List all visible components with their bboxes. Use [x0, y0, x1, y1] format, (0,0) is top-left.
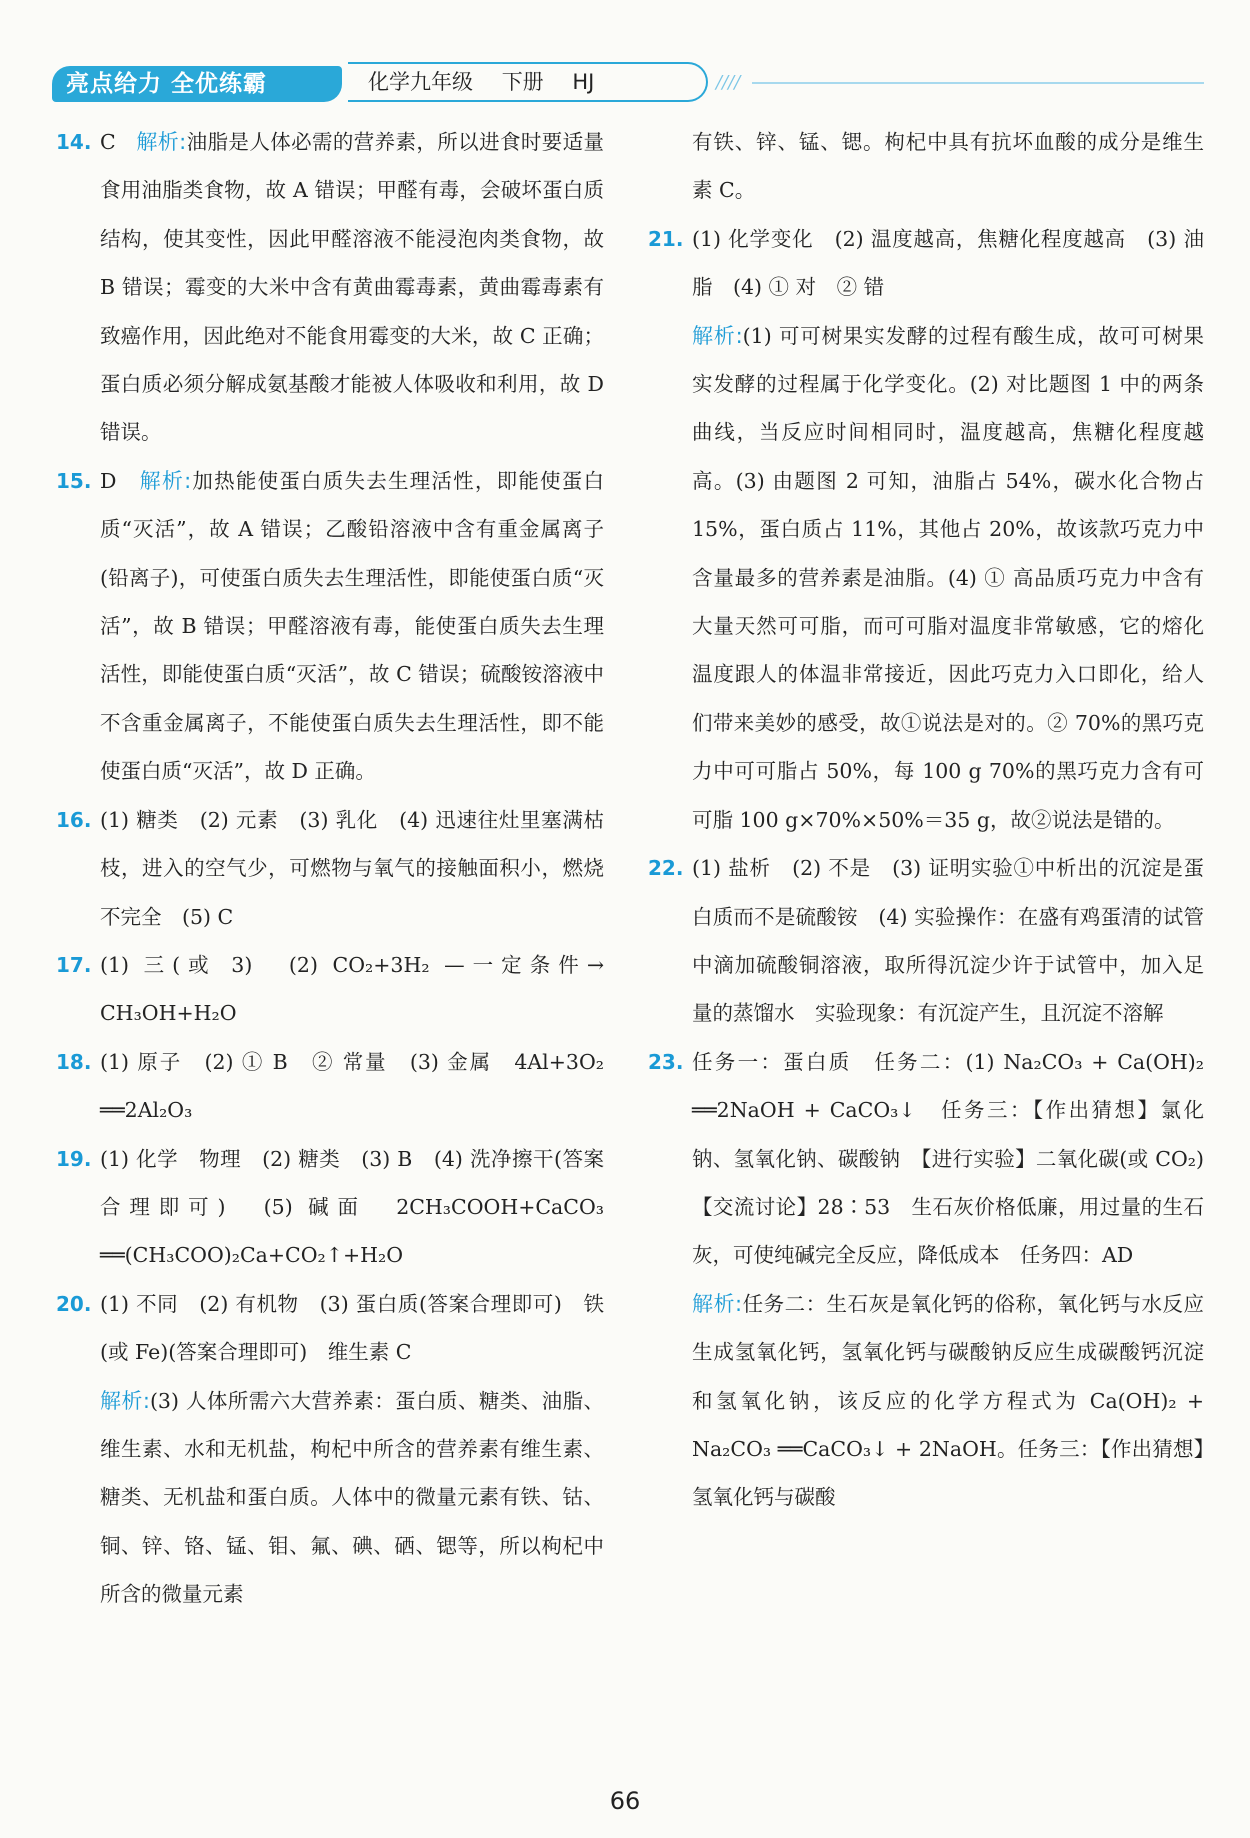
answer-text: (1) 化学 物理 (2) 糖类 (3) B (4) 洗净擦干(答案合理即可) (5) 碱面 2CH₃COOH+CaCO₃ ══(CH₃COO)₂Ca+CO₂↑+H₂O: [100, 1146, 604, 1268]
question-number: 16.: [56, 807, 92, 832]
volume-label: 下册: [501, 70, 544, 94]
question-number: 22.: [648, 856, 684, 881]
analysis-label: 解析:: [139, 468, 192, 493]
question-23-analysis: [648, 1280, 1204, 1522]
analysis-text: (3) 人体所需六大营养素：蛋白质、糖类、油脂、维生素、水和无机盐，枸杞中所含的营养素有维生素、糖类、无机盐和蛋白质。人体中的微量元素有铁、钴、铜、锌、铬、锰、钼、氟、碘、硒、锶等，所以枸杞中所含的微量元素: [100, 1388, 604, 1607]
question-23: [648, 1038, 1225, 1280]
decorative-slashes: ////: [716, 72, 741, 93]
analysis-label: 解析:: [100, 1388, 150, 1413]
answer-text: (1) 不同 (2) 有机物 (3) 蛋白质(答案合理即可) 铁(或 Fe)(答案合理即可) 维生素 C: [100, 1291, 604, 1365]
question-18: [56, 1038, 604, 1135]
page-header: [52, 62, 1204, 104]
analysis-label: 解析:: [136, 130, 187, 154]
question-17: [56, 941, 604, 1038]
edition-label: HJ: [572, 70, 595, 94]
header-rule: [752, 82, 1204, 84]
left-column: [56, 118, 604, 1619]
analysis-text: 任务二：生石灰是氧化钙的俗称，氧化钙与水反应生成氢氧化钙，氢氧化钙与碳酸钠反应生成碳酸钙沉淀和氢氧化钠，该反应的化学方程式为 Ca(OH)₂ + Na₂CO₃ ══CaCO₃↓ + 2NaOH。任务三：【作出猜想】氢氧化钙与碳酸: [692, 1291, 1205, 1510]
question-number: 18.: [56, 1049, 92, 1074]
page-number: 66: [609, 1787, 641, 1815]
question-14: [56, 118, 604, 457]
answer: C: [100, 130, 116, 154]
question-number: 14.: [56, 130, 92, 154]
analysis-text: 加热能使蛋白质失去生理活性，即能使蛋白质“灭活”，故 A 错误；乙酸铅溶液中含有重金属离子(铅离子)，可使蛋白质失去生理活性，即能使蛋白质“灭活”，故 B 错误；甲醛溶液有毒，能使蛋白质失去生理活性，即能使蛋白质“灭活”，故 C 错误；硫酸铵溶液中不含重金属离子，不能使蛋白质失去生理活性，即不能使蛋白质“灭活”，故 D 正确。: [100, 468, 604, 784]
question-number: 19.: [56, 1146, 92, 1171]
answer-text: (1) 盐析 (2) 不是 (3) 证明实验①中析出的沉淀是蛋白质而不是硫酸铵 (4) 实验操作：在盛有鸡蛋清的试管中滴加硫酸铜溶液，取所得沉淀少许于试管中，加入足量的蒸馏水 实验现象：有沉淀产生，且沉淀不溶解: [692, 856, 1204, 1026]
analysis-label: 解析:: [692, 323, 743, 348]
question-number: 23.: [648, 1049, 684, 1074]
question-number: 15.: [56, 468, 92, 493]
subject-banner: [348, 62, 708, 102]
answer-text: (1) 原子 (2) ① B ② 常量 (3) 金属 4Al+3O₂ ══2Al₂O₃: [100, 1049, 604, 1123]
question-21: [648, 215, 1204, 312]
question-19: [56, 1135, 604, 1280]
question-number: 20.: [56, 1291, 92, 1316]
answer-text: (1) 三(或 3) (2) CO₂+3H₂ —一定条件→ CH₃OH+H₂O: [100, 952, 604, 1026]
analysis-text: (1) 可可树果实发酵的过程有酸生成，故可可树果实发酵的过程属于化学变化。(2) 对比题图 1 中的两条曲线，当反应时间相同时，温度越高，焦糖化程度越高。(3) 由题图 2 可知，油脂占 54%，碳水化合物占 15%，蛋白质占 11%，其他占 20%，故该款巧克力中含量最多的营养素是油脂。(4) ① 高品质巧克力中含有大量天然可可脂，而可可脂对温度非常敏感，它的熔化温度跟人的体温非常接近，因此巧克力入口即化，给人们带来美妙的感受，故①说法是对的。② 70%的黑巧克力中可可脂占 50%，每 100 g 70%的黑巧克力含有可可脂 100 g×70%×50%＝35 g，故②说法是错的。: [692, 323, 1204, 832]
question-number: 21.: [648, 226, 684, 251]
continued-analysis: 有铁、锌、锰、锶。枸杞中具有抗坏血酸的成分是维生素 C。: [692, 130, 1204, 203]
subject-label: 化学九年级: [368, 70, 473, 94]
analysis-text: 油脂是人体必需的营养素，所以进食时要适量食用油脂类食物，故 A 错误；甲醛有毒，会破坏蛋白质结构，使其变性，因此甲醛溶液不能浸泡肉类食物，故 B 错误；霉变的大米中含有黄曲霉毒素，黄曲霉毒素有致癌作用，因此绝对不能食用霉变的大米，故 C 正确；蛋白质必须分解成氨基酸才能被人体吸收和利用，故 D 错误。: [100, 130, 605, 445]
answer-text: 任务一：蛋白质 任务二：(1) Na₂CO₃ + Ca(OH)₂ ══2NaOH + CaCO₃↓ 任务三：【作出猜想】氯化钠、氢氧化钠、碳酸钠 【进行实验】二氧化碳(或 CO₂) 【交流讨论】28∶53 生石灰价格低廉，用过量的生石灰，可使纯碱完全反应，降低成本 任务四：AD: [692, 1049, 1225, 1268]
right-column: [648, 118, 1225, 1522]
question-number: 17.: [56, 952, 92, 977]
question-21-analysis: [648, 312, 1204, 844]
question-16: [56, 796, 604, 941]
question-15: [56, 457, 604, 796]
question-20: [56, 1280, 604, 1377]
question-20-analysis: [56, 1377, 604, 1619]
analysis-label: 解析:: [692, 1291, 743, 1316]
question-22: [648, 844, 1204, 1038]
answer-text: (1) 糖类 (2) 元素 (3) 乳化 (4) 迅速往灶里塞满枯枝，进入的空气少，可燃物与氧气的接触面积小，燃烧不完全 (5) C: [100, 807, 604, 929]
answer: D: [100, 468, 117, 493]
answer-text: (1) 化学变化 (2) 温度越高，焦糖化程度越高 (3) 油脂 (4) ① 对 ② 错: [692, 226, 1204, 300]
brand-banner: 亮点给力 全优练霸: [52, 66, 342, 102]
